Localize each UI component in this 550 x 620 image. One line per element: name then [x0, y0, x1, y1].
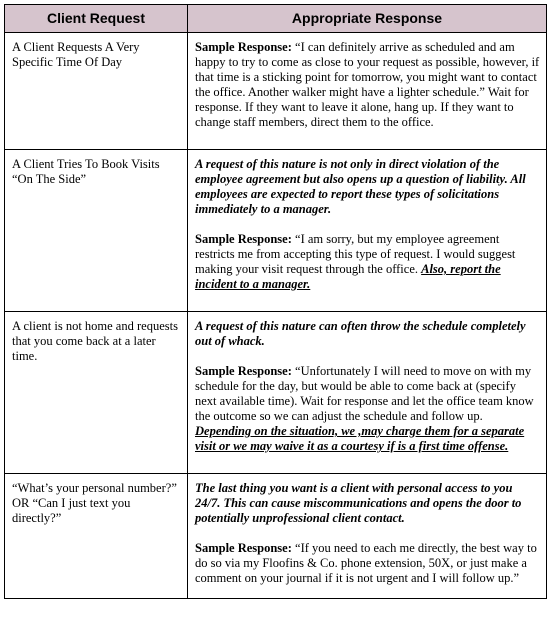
sample-response	[195, 541, 540, 586]
guidance-note: The last thing you want is a client with personal access to you 24/7. This can cause miscommunications and opens the door to potentially unprofessional client contact.	[195, 481, 522, 525]
table-row	[5, 150, 547, 312]
document-page	[4, 4, 546, 599]
sample-response-text: “Unfortunately I will need to move on with my schedule for the day, but would be able to come back at (specify next available time). Wait for response and let the office team know the outcome so we can adjust the schedule and follow up.	[195, 364, 534, 423]
response-cell	[188, 33, 547, 150]
guidance-note: A request of this nature is not only in direct violation of the employee agreement but also opens up a question of liability. All employees are expected to report these types of solicitations immediately to a manager.	[195, 157, 526, 216]
sample-response-label: Sample Response:	[195, 232, 292, 246]
request-cell: “What’s your personal number?” OR “Can I just text you directly?”	[5, 474, 188, 599]
guidance-note: A request of this nature can often throw the schedule completely out of whack.	[195, 319, 526, 348]
table-row	[5, 33, 547, 150]
sample-response-emphasis: Depending on the situation, we ,may charge them for a separate visit or we may waive it as a courtesy if is a first time offense.	[195, 424, 525, 453]
table-row	[5, 474, 547, 599]
sample-response-label: Sample Response:	[195, 541, 292, 555]
client-request-table	[4, 4, 547, 599]
response-cell	[188, 312, 547, 474]
request-cell: A client is not home and requests that you come back at a later time.	[5, 312, 188, 474]
sample-response	[195, 232, 540, 292]
response-cell	[188, 150, 547, 312]
table-row	[5, 312, 547, 474]
header-client-request: Client Request	[5, 5, 188, 33]
sample-response-label: Sample Response:	[195, 40, 292, 54]
response-cell	[188, 474, 547, 599]
sample-response-text: “I can definitely arrive as scheduled and am happy to try to come as close to your request as possible, however, if that time is a sticking point for tomorrow, you might want to contact the office. Another walker might have a lighter schedule.” Wait for response. If they want to leave it alone, hang up. If they want to change staff members, direct them to the office.	[195, 40, 540, 129]
request-cell: A Client Tries To Book Visits “On The Side”	[5, 150, 188, 312]
header-appropriate-response: Appropriate Response	[188, 5, 547, 33]
sample-response	[195, 40, 540, 130]
table-header-row	[5, 5, 547, 33]
sample-response-text: “I am sorry, but my employee agreement restricts me from accepting this type of request. I would suggest making your visit request through the office.	[195, 232, 516, 276]
sample-response-text: “If you need to each me directly, the best way to do so via my Floofins & Co. phone extension, 50X, or just make a comment on your journal if it is not urgent and I will follow up.”	[195, 541, 537, 585]
sample-response	[195, 364, 540, 454]
sample-response-label: Sample Response:	[195, 364, 292, 378]
request-cell: A Client Requests A Very Specific Time Of Day	[5, 33, 188, 150]
sample-response-emphasis: Also, report the incident to a manager.	[195, 262, 501, 291]
